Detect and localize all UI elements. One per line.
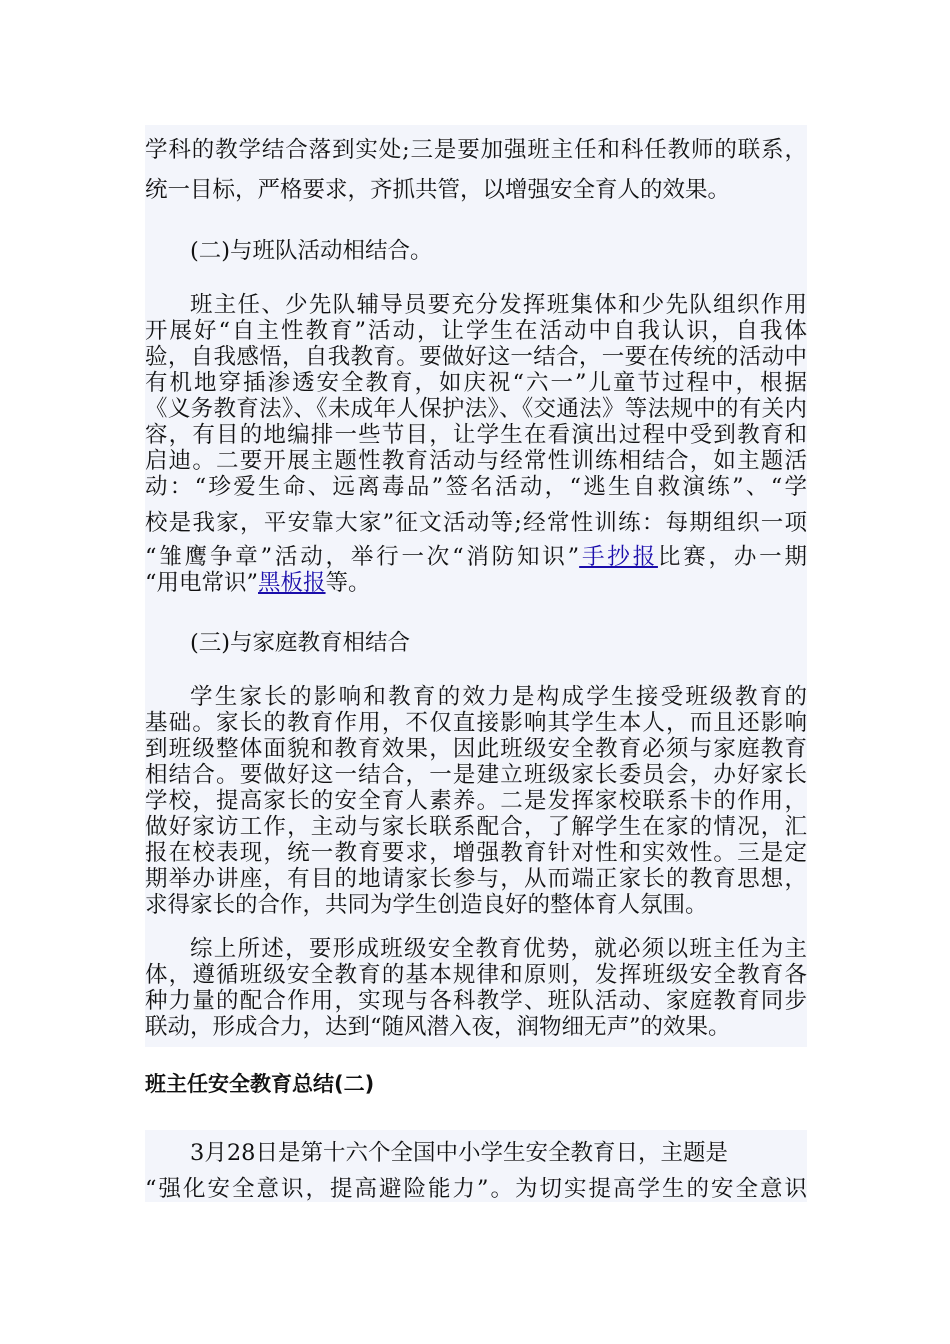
text-line: 容，有目的地编排一些节目，让学生在看演出过程中受到教育和 [145,422,807,448]
text-line: 校是我家，平安靠大家”征文活动等;经常性训练：每期组织一项 [145,510,807,536]
text-line: 启迪。二要开展主题性教育活动与经常性训练相结合，如主题活 [145,448,807,474]
text-line: 求得家长的合作，共同为学生创造良好的整体育人氛围。 [145,892,708,918]
text-line: 做好家访工作，主动与家长联系配合，了解学生在家的情况，汇 [145,814,807,840]
text-segment: 等。 [325,570,371,596]
text-line: 到班级整体面貌和教育效果，因此班级安全教育必须与家庭教育 [145,736,807,762]
text-line: 学校，提高家长的安全育人素养。二是发挥家校联系卡的作用， [145,788,807,814]
text-line: “强化安全意识，提高避险能力”。为切实提高学生的安全意识 [145,1176,807,1202]
text-line: 开展好“自主性教育”活动，让学生在活动中自我认识，自我体 [145,318,807,344]
text-line: 期举办讲座，有目的地请家长参与，从而端正家长的教育思想， [145,866,807,892]
text-line: 学科的教学结合落到实处;三是要加强班主任和科任教师的联系， [145,137,807,163]
text-line: 联动，形成合力，达到“随风潜入夜，润物细无声”的效果。 [145,1014,731,1040]
text-line: 班主任、少先队辅导员要充分发挥班集体和少先队组织作用 [190,292,807,318]
text-line: 3月28日是第十六个全国中小学生安全教育日，主题是 [190,1140,728,1166]
text-line: 相结合。要做好这一结合，一是建立班级家长委员会，办好家长 [145,762,807,788]
text-line: 动：“珍爱生命、远离毒品”签名活动，“逃生自救演练”、“学 [145,474,807,500]
article-heading: 班主任安全教育总结(二) [145,1072,375,1096]
text-segment: 比赛，办一期 [657,544,807,570]
text-line: 体，遵循班级安全教育的基本规律和原则，发挥班级安全教育各 [145,962,807,988]
link-blackboard-newspaper[interactable]: 黑板报 [258,570,326,596]
text-line: 综上所述，要形成班级安全教育优势，就必须以班主任为主 [190,936,807,962]
text-line: 有机地穿插渗透安全教育，如庆祝“六一”儿童节过程中，根据 [145,370,807,396]
section-title-2: (二)与班队活动相结合。 [190,238,433,264]
text-line: 种力量的配合作用，实现与各科教学、班队活动、家庭教育同步 [145,988,807,1014]
text-line: 统一目标，严格要求，齐抓共管，以增强安全育人的效果。 [145,177,731,203]
text-line: 基础。家长的教育作用，不仅直接影响其学生本人，而且还影响 [145,710,807,736]
text-line-with-link [145,570,807,596]
text-line: 验，自我感悟，自我教育。要做好这一结合，一要在传统的活动中 [145,344,807,370]
text-segment: “雏鹰争章”活动，举行一次“消防知识” [145,544,580,570]
text-line: 学生家长的影响和教育的效力是构成学生接受班级教育的 [190,684,807,710]
text-segment: “用电常识” [145,570,259,596]
text-line-with-link [145,544,807,570]
text-line: 报在校表现，统一教育要求，增强教育针对性和实效性。三是定 [145,840,807,866]
section-title-3: (三)与家庭教育相结合 [190,630,411,656]
link-handwritten-newspaper[interactable]: 手抄报 [579,544,658,570]
text-line: 《义务教育法》、《未成年人保护法》、《交通法》等法规中的有关内 [145,396,807,422]
